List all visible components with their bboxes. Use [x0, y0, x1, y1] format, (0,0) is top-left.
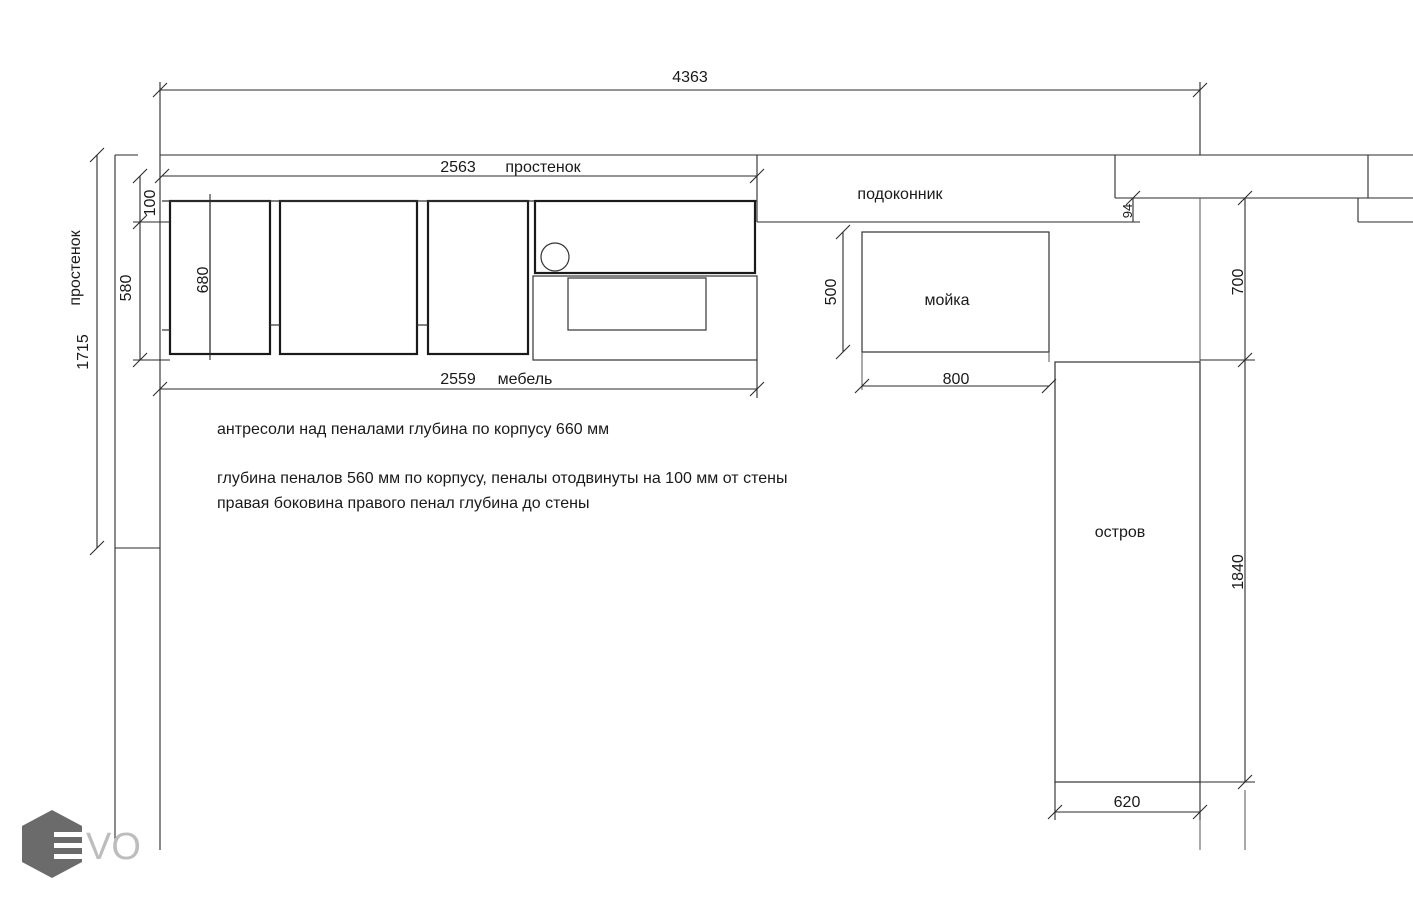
dim-pencil-depth: 680	[195, 266, 212, 294]
pencil-cabinet-3	[428, 201, 528, 354]
sink-block	[862, 232, 1049, 390]
dim-furniture-width: 2559	[440, 371, 476, 388]
pier-label: простенок	[505, 159, 581, 176]
counter-section	[533, 201, 757, 360]
dim-pier-width: 2563	[440, 159, 476, 176]
pencil-cabinet-2	[280, 201, 417, 354]
dim-sill-offset: 94	[1120, 203, 1135, 219]
island-label: остров	[1094, 524, 1146, 541]
dim-total-width: 4363	[672, 69, 708, 86]
dim-sink-depth: 500	[823, 278, 840, 306]
dim-right-depth: 700	[1230, 268, 1247, 296]
dim-top-gap: 100	[142, 189, 159, 217]
lower-counter-cabinet	[533, 276, 757, 360]
furniture-label: мебель	[497, 371, 553, 388]
note-pencil-depth: глубина пеналов 560 мм по корпусу, пеналы отодвинуты на 100 мм от стены	[217, 470, 788, 487]
dim-sink-width: 800	[942, 371, 970, 388]
evo-logo	[22, 810, 141, 878]
pencil-cabinet-1	[170, 201, 270, 354]
dimension-lines	[90, 82, 1255, 850]
logo-text: VO	[86, 826, 141, 868]
windowsill-label: подоконник	[857, 186, 943, 203]
pier-vertical-label: простенок	[67, 230, 84, 306]
island	[1055, 362, 1200, 782]
dim-island-length: 1840	[1230, 554, 1247, 590]
dim-island-width: 620	[1113, 794, 1141, 811]
dim-wall-left-height: 1715	[75, 334, 92, 370]
dim-cabinet-depth: 580	[118, 274, 135, 302]
note-mezzanine-depth: антресоли над пеналами глубина по корпусу 660 мм	[217, 421, 610, 438]
note-right-side: правая боковина правого пенал глубина до стены	[217, 495, 590, 512]
drawer-unit	[568, 278, 706, 330]
sink-label: мойка	[924, 292, 970, 309]
